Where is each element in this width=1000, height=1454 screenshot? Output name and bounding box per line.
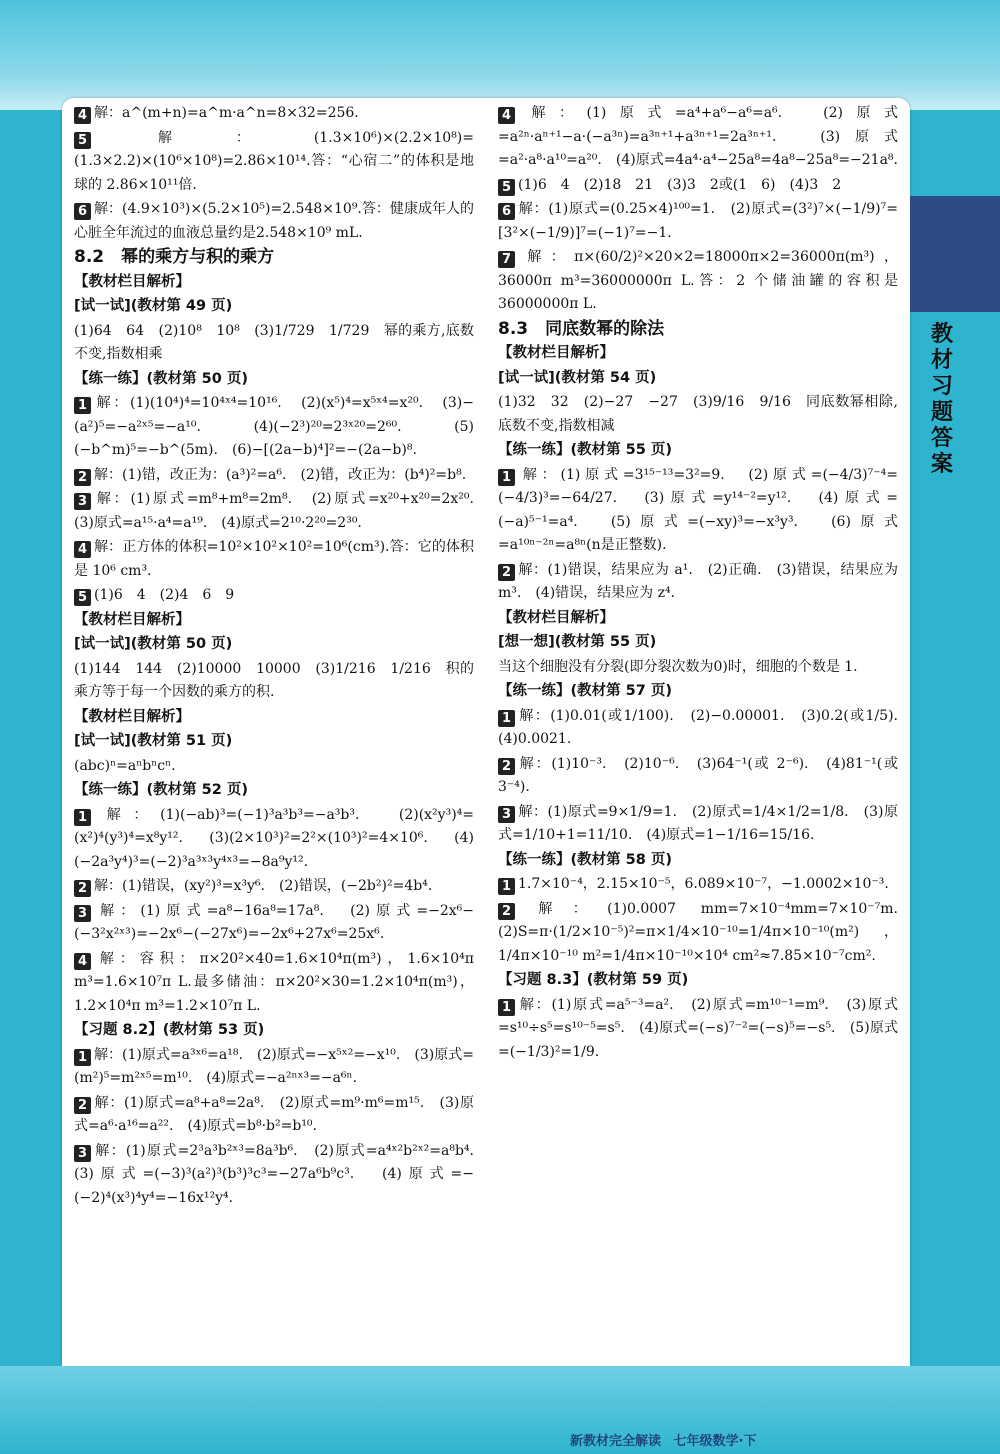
answer-paragraph [74,320,474,367]
answer-text: 【习题 8.2】(教材第 53 页) [74,1022,265,1038]
answer-text: 【练一练】(教材第 50 页) [74,370,249,387]
footer [570,1430,765,1449]
section-heading [74,706,474,730]
answer-text: 1.7×10⁻⁴，2.15×10⁻⁵，6.089×10⁻⁷，−1.0002×10⁻³. [518,876,889,892]
answer-paragraph [498,464,898,558]
answer-text: 解：(1)原式=a⁸+a⁸=2a⁸. (2)原式=m⁹·m⁶=m¹⁵. (3)原式=a⁶·a¹⁶=a²². (4)原式=b⁸·b²=b¹⁰. [74,1094,474,1134]
answer-text: 解：π×(60/2)²×20×2=18000π×2=36000π(m³)，36000π m³=36000000π L.答：2 个储油罐的容积是 36000000π L. [498,249,898,312]
question-number: 1 [74,809,91,826]
question-number: 6 [498,203,515,220]
question-number: 2 [498,758,515,775]
section-heading [74,295,474,319]
answer-paragraph [74,536,474,583]
answer-paragraph [74,875,474,899]
answer-text: 解：(1)0.01(或1/100). (2)−0.00001. (3)0.2(或1/5). (4)0.0021. [498,707,912,747]
question-number: 2 [498,903,515,920]
answer-paragraph [498,391,898,438]
question-number: 5 [74,132,91,149]
answer-paragraph [74,1092,474,1139]
answer-text: 解：(1)原式=3¹⁵⁻¹³=3²=9. (2)原式=(−4/3)⁷⁻⁴=(−4/3)³=−64/27. (3)原式=y¹⁴⁻²=y¹². (4)原式=(−a)⁵⁻¹=a⁴. (5)原式=(−xy)³=−x³y³. (6)原式=a¹⁰ⁿ⁻²ⁿ=a⁸ⁿ(n是正整数). [498,466,898,553]
answer-text: [试一试](教材第 50 页) [74,636,233,652]
answer-text: 解：(1)错误，(xy²)³=x³y⁶. (2)错误，(−2b²)²=4b⁴. [94,878,433,894]
answer-text: 【教材栏目解析】 [74,611,190,628]
answer-text: 解：(1)原式=a⁸−16a⁸=17a⁸. (2)原式=−2x⁶−(−3²x²ˣ³)=−2x⁶−(−27x⁶)=−2x⁶+27x⁶=25x⁶. [74,902,474,942]
answer-paragraph [74,900,474,947]
question-number: 1 [498,878,515,895]
answer-text: (1)144 144 (2)10000 10000 (3)1/216 1/216 积的乘方等于每一个因数的乘方的积. [74,660,474,700]
question-number: 2 [498,564,515,581]
answer-paragraph [74,198,474,245]
question-number: 2 [74,469,91,486]
section-heading [74,609,474,633]
answer-paragraph [74,102,474,126]
answer-paragraph [498,198,898,245]
answer-text: (1)64 64 (2)10⁸ 10⁸ (3)1/729 1/729 幂的乘方,底数不变,指数相乘 [74,322,474,362]
answer-text: 解：(1)(10⁴)⁴=10⁴ˣ⁴=10¹⁶. (2)(x⁵)⁴=x⁵ˣ⁴=x²⁰. (3)−(a²)⁵=−a²ˣ⁵=−a¹⁰. (4)(−2³)²⁰=2³ˣ²⁰=2⁶⁰. (5)(−b^m)⁵=−b^(5m). (6)−[(2a−b)⁴]²=−(2a−b)⁸. [74,395,474,458]
answer-text: 解：正方体的体积=10²×10²×10²=10⁶(cm³).答：它的体积是 10⁶ cm³. [74,539,474,579]
question-number: 3 [74,1145,91,1162]
question-number: 1 [74,397,91,414]
question-number: 7 [498,251,515,268]
answer-text: [试一试](教材第 54 页) [498,369,657,386]
answer-text: 解：(1)错，改正为：(a³)²=a⁶. (2)错，改正为：(b⁴)²=b⁸. [94,466,467,483]
answer-paragraph [498,559,898,606]
answer-paragraph [498,801,898,848]
answer-text: 8.3 同底数幂的除法 [498,318,665,339]
answer-paragraph [74,488,488,535]
answer-text: 解：(1)原式=9×1/9=1. (2)原式=1/4×1/2=1/8. (3)原式=1/10+1=11/10. (4)原式=1−1/16=15/16. [498,803,898,843]
question-number: 4 [74,953,91,970]
answer-paragraph [74,584,474,608]
answer-text: [试一试](教材第 49 页) [74,298,233,314]
answer-paragraph [74,1044,474,1091]
answer-text: 8.2 幂的乘方与积的乘方 [74,247,275,267]
answer-text: (1)6 4 (2)18 21 (3)3 2或(1 6) (4)3 2 [518,176,842,193]
answer-paragraph [74,392,474,463]
question-number: 5 [498,179,515,196]
answer-text: 解：(1)原式=(0.25×4)¹⁰⁰=1. (2)原式=(3²)⁷×(−1/9)⁷=[3²×(−1/9)]⁷=(−1)⁷=−1. [498,201,898,241]
section-heading [498,969,898,993]
answer-paragraph [74,804,474,875]
answer-text: 解：(1)错误，结果应为 a¹. (2)正确. (3)错误，结果应为 m³. (4)错误，结果应为 z⁴. [498,561,898,601]
question-number: 3 [74,493,91,510]
side-tab-block [910,196,1000,312]
answer-paragraph [498,246,898,317]
section-heading [74,368,474,392]
answer-text: 解：(1.3×10⁶)×(2.2×10⁸)=(1.3×2.2)×(10⁶×10⁸)=2.86×10¹⁴.答：“心宿二”的体积是地球的 2.86×10¹¹倍. [74,129,474,193]
answer-text: 解：(1)原式=m⁸+m⁸=2m⁸. (2)原式=x²⁰+x²⁰=2x²⁰. (3)原式=a¹⁵·a⁴=a¹⁹. (4)原式=2¹⁰·2²⁰=2³⁰. [74,491,488,531]
section-heading [498,680,898,704]
question-number: 1 [498,710,515,727]
section-heading [74,779,474,803]
answer-paragraph [498,994,898,1065]
answer-paragraph [74,658,474,705]
answer-text: 【习题 8.3】(教材第 59 页) [498,972,689,988]
answer-text: 解：(4.9×10³)×(5.2×10⁵)=2.548×10⁹.答：健康成年人的心脏全年流过的血液总量约是2.548×10⁹ mL. [74,201,474,241]
answer-paragraph [498,705,912,752]
question-number: 2 [74,1097,91,1114]
question-number: 1 [498,999,515,1016]
question-number: 5 [74,589,91,606]
answer-paragraph [74,464,474,488]
answer-text: (abc)ⁿ=aⁿbⁿcⁿ. [74,757,176,774]
section-heading [74,633,474,657]
left-column [74,102,488,1211]
answer-text: 【教材栏目解析】 [498,345,614,361]
footer-book-title: 新教材完全解读 [570,1434,662,1449]
answer-paragraph [74,127,474,198]
section-heading [74,730,474,754]
answer-paragraph [498,174,898,198]
section-heading [74,271,474,295]
answer-text: 解：(1)原式=a³ˣ⁶=a¹⁸. (2)原式=−x⁵ˣ²=−x¹⁰. (3)原式=(m²)⁵=m²ˣ⁵=m¹⁰. (4)原式=−a²ⁿˣ³=−a⁶ⁿ. [74,1046,474,1086]
answer-text: [想一想](教材第 55 页) [498,634,657,650]
answer-text: 【练一练】(教材第 52 页) [74,782,249,798]
section-heading [74,1019,474,1043]
footer-grade-label: 七年级数学·下 [673,1434,757,1449]
question-number: 6 [74,203,91,220]
question-number: 4 [74,107,91,124]
answer-text: 【教材栏目解析】 [74,708,190,725]
section-title [74,246,474,270]
section-heading [498,342,898,366]
question-number: 3 [498,806,515,823]
answer-text: 解：容积：π×20²×40=1.6×10⁴π(m³)，1.6×10⁴π m³=1.6×10⁷π L.最多储油：π×20²×30=1.2×10⁴π(m³)，1.2×10⁴π m³=1.2×10⁷π L. [74,950,474,1014]
answer-text: 解：(1)原式=2³a³b²ˣ³=8a³b⁶. (2)原式=a⁴ˣ²b²ˣ²=a⁸b⁴. (3)原式=(−3)³(a²)³(b³)³c³=−27a⁶b⁹c³. (4)原式=−(−2)⁴(x³)⁴y⁴=−16x¹²y⁴. [74,1142,488,1206]
answer-text: 【教材栏目解析】 [498,609,614,626]
answer-text: (1)32 32 (2)−27 −27 (3)9/16 9/16 同底数幂相除,底数不变,指数相减 [498,394,898,434]
question-number: 1 [498,469,515,486]
section-heading [498,607,898,631]
answer-text: (1)6 4 (2)4 6 9 [94,587,235,603]
answer-text: 【教材栏目解析】 [74,273,190,290]
section-heading [498,439,898,463]
section-title [498,318,898,342]
question-number: 1 [74,1049,91,1066]
answer-text: 当这个细胞没有分裂(即分裂次数为0)时，细胞的个数是 1. [498,658,858,675]
answer-text: 【练一练】(教材第 55 页) [498,442,673,458]
answer-text: 解：(1)原式=a⁴+a⁶−a⁶=a⁶. (2)原式=a²ⁿ·aⁿ⁺¹−a·(−a³ⁿ)=a³ⁿ⁺¹+a³ⁿ⁺¹=2a³ⁿ⁺¹. (3)原式=a²·a⁸·a¹⁰=a²⁰. (4)原式=4a⁴·a⁴−25a⁸=4a⁸−25a⁸=−21a⁸. [498,105,898,168]
question-number: 2 [74,880,91,897]
bottom-background [0,1366,1000,1454]
answer-paragraph [498,873,898,897]
answer-paragraph [498,102,898,173]
section-heading [498,367,898,391]
answer-paragraph [498,753,898,800]
top-background [0,0,1000,110]
answer-text: 解：(1)(−ab)³=(−1)³a³b³=−a³b³. (2)(x²y³)⁴=(x²)⁴(y³)⁴=x⁸y¹². (3)(2×10³)²=2²×(10³)²=4×10⁶. (4)(−2a³y⁴)³=(−2)³a³ˣ³y⁴ˣ³=−8a⁹y¹². [74,806,474,870]
right-column [498,102,912,1065]
answer-paragraph [74,1140,488,1211]
answer-text: 【练一练】(教材第 58 页) [498,851,673,868]
answer-text: 解：(1)0.0007 mm=7×10⁻⁴mm=7×10⁻⁷m. (2)S=π·(1/2×10⁻⁵)²=π×1/4×10⁻¹⁰=1/4π×10⁻¹⁰(m²)，1/4π×10⁻¹⁰ m²=1/4π×10⁻¹⁰×10⁴ cm²≈7.85×10⁻⁷cm². [498,900,912,964]
question-number: 4 [74,541,91,558]
answer-paragraph [498,898,912,969]
answer-paragraph [74,948,474,1019]
answer-text: [试一试](教材第 51 页) [74,733,233,749]
question-number: 3 [74,905,91,922]
section-heading [498,849,898,873]
answer-paragraph [498,656,898,680]
answer-paragraph [74,755,474,779]
answer-text: 解：(1)原式=a⁵⁻³=a². (2)原式=m¹⁰⁻¹=m⁹. (3)原式=s¹⁰÷s⁵=s¹⁰⁻⁵=s⁵. (4)原式=(−s)⁷⁻²=(−s)⁵=−s⁵. (5)原式=(−1/3)²=1/9. [498,996,898,1060]
answer-text: 解：(1)10⁻³. (2)10⁻⁶. (3)64⁻¹(或 2⁻⁶). (4)81⁻¹(或3⁻⁴). [498,755,898,795]
answer-text: 解：a^(m+n)=a^m·a^n=8×32=256. [94,105,359,121]
answer-text: 【练一练】(教材第 57 页) [498,683,673,699]
question-number: 4 [498,107,515,124]
side-tab-label: 教材习题答案 [930,322,953,477]
section-heading [498,631,898,655]
